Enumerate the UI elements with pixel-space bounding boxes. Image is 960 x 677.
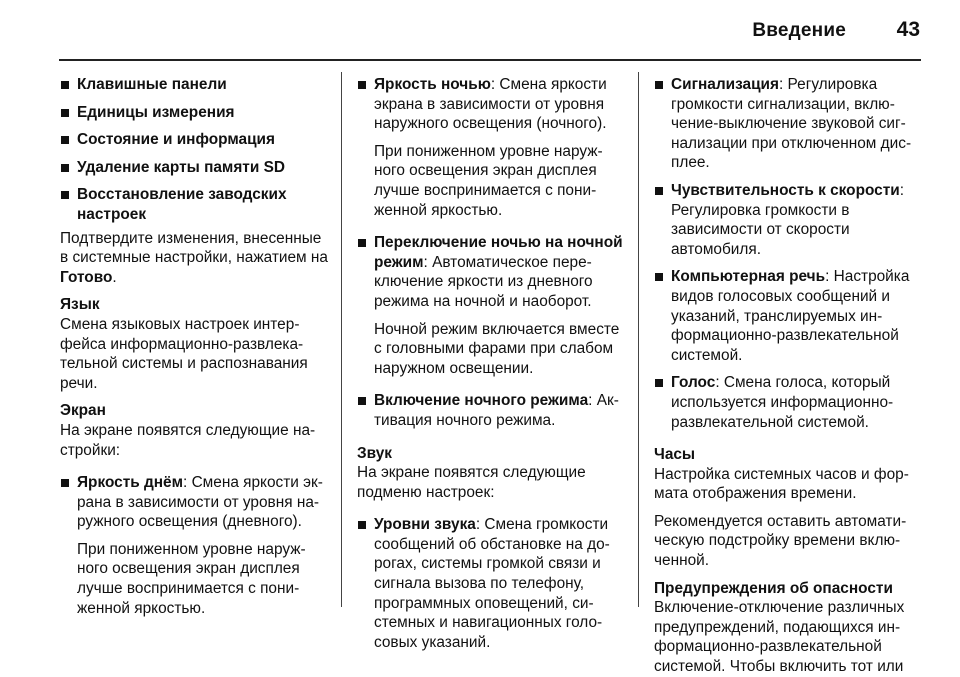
list-item: Сигнализация: Регулировка громкости сигнализации, включение-выключение звуковой сигнализации при отключенном дисплее. xyxy=(654,75,922,173)
list-item: Включение ночного режима: Активация ночного режима. xyxy=(357,391,625,430)
section-heading-screen: Экран xyxy=(60,402,106,420)
column-1 xyxy=(60,75,328,618)
column-divider-1 xyxy=(341,72,342,607)
column-3 xyxy=(654,75,922,677)
list-item: Восстановление заводских настроек xyxy=(60,185,328,224)
day-brightness-note: При пониженном уровне наружного освещения экран дисплея лучше воспринимается с пониженной яркостью. xyxy=(77,540,306,617)
section-heading-clock: Часы xyxy=(654,446,696,464)
clock-recommendation: Рекомендуется оставить автоматическую подстройку времени включенной. xyxy=(654,512,907,570)
section-heading-warnings: Предупреждения об опасности xyxy=(654,579,893,597)
section-heading-sound: Звук xyxy=(357,444,392,462)
list-item: Яркость днём: Смена яркости экрана в зависимости от уровня наружного освещения (дневного). xyxy=(60,473,328,532)
list-item: Переключение ночью на ночной режим: Автоматическое переключение яркости из дневного режима на ночной и наоборот. xyxy=(357,233,625,311)
page-number: 43 xyxy=(896,18,920,41)
list-item: Клавишные панели xyxy=(60,75,328,95)
night-brightness-note: При пониженном уровне наружного освещения экран дисплея лучше воспринимается с пониженной яркостью. xyxy=(374,142,603,219)
list-item: Уровни звука: Смена громкости сообщений об обстановке на дорогах, системы громкой связи и сигнала вызова по телефону, программных оповещений, системных и навигационных голосовых указаний. xyxy=(357,515,625,652)
header-rule xyxy=(59,59,921,61)
list-item: Единицы измерения xyxy=(60,103,328,123)
language-text: Смена языковых настроек интерфейса информационно-развлекательной системы и распознавания речи. xyxy=(60,315,308,392)
section-heading-language: Язык xyxy=(60,296,100,314)
page-header-title: Введение xyxy=(752,20,846,41)
sound-text: На экране появятся следующие подменю настроек: xyxy=(357,464,586,501)
night-switch-note: Ночной режим включается вместе с головными фарами при слабом наружном освещении. xyxy=(374,320,620,377)
list-item: Яркость ночью: Смена яркости экрана в зависимости от уровня наружного освещения (ночного). xyxy=(357,75,625,134)
list-item: Голос: Смена голоса, который используется информационно-развлекательной системой. xyxy=(654,373,922,432)
screen-text: На экране появятся следующие настройки: xyxy=(60,421,316,459)
column-2 xyxy=(357,75,625,652)
confirm-paragraph: Подтвердите изменения, внесенные в системные настройки, нажатием на Готово. xyxy=(60,229,328,286)
column-divider-2 xyxy=(638,72,639,607)
list-item: Чувствительность к скорости: Регулировка громкости в зависимости от скорости автомобиля. xyxy=(654,181,922,259)
list-item: Удаление карты памяти SD xyxy=(60,158,328,178)
warnings-text: Включение-отключение различных предупреждений, подающихся информационно-развлекательной системой. Чтобы включить тот или xyxy=(654,599,905,676)
clock-text: Настройка системных часов и формата отображения времени. xyxy=(654,465,909,503)
list-item: Состояние и информация xyxy=(60,130,328,150)
list-item: Компьютерная речь: Настройка видов голосовых сообщений и указаний, транслируемых информационно-развлекательной системой. xyxy=(654,267,922,365)
